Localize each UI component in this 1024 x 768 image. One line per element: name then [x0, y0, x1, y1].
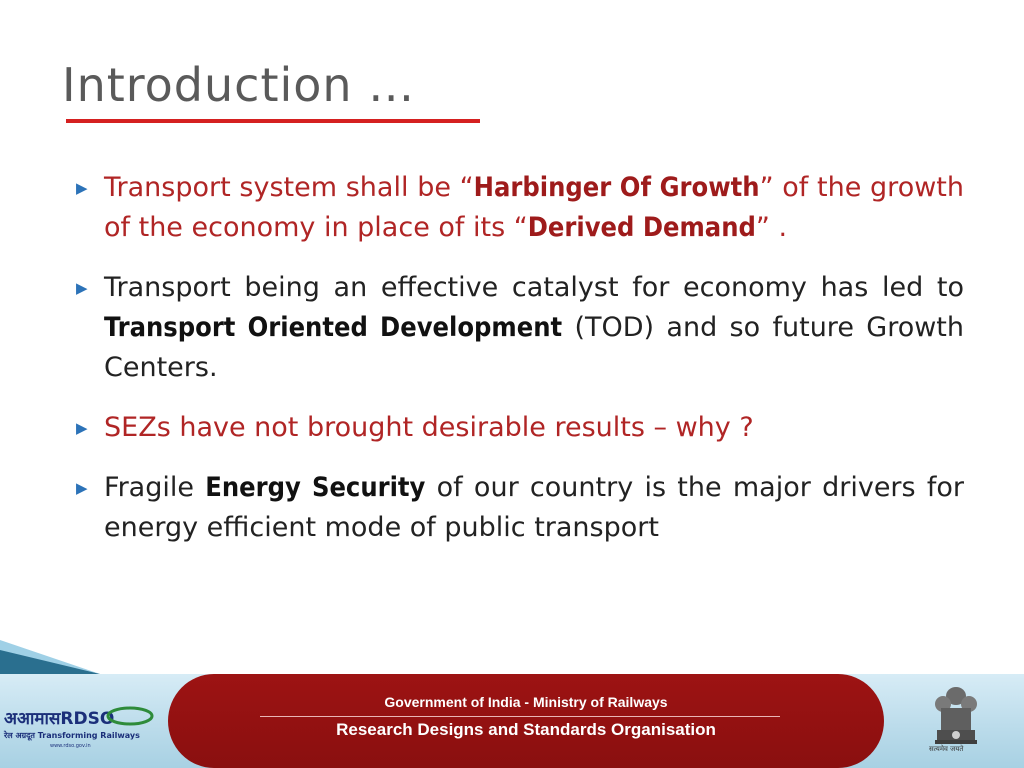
title-underline — [66, 119, 480, 123]
footer-banner — [0, 674, 1024, 768]
triangle-bullet-icon: ▶ — [76, 279, 88, 297]
bullet-text: of our country is the major drivers for energy efficient mode of public transport — [104, 472, 964, 543]
bullet-text: (TOD) and so future Growth Centers. — [104, 312, 965, 383]
bullet-list — [74, 168, 964, 568]
bullet-tod — [74, 268, 964, 388]
bullet-text: Transport being an effective catalyst for economy has led to — [104, 272, 964, 303]
triangle-bullet-icon: ▶ — [76, 179, 88, 197]
emblem-caption: सत्यमेव जयते — [929, 745, 964, 753]
emphasis-harbinger: Harbinger Of Growth — [473, 172, 760, 203]
bullet-sez — [74, 408, 964, 448]
bullet-text: ” of the growth of the economy in place of its “ — [104, 172, 964, 243]
logo-subtext: रेल अग्रदूत Transforming Railways — [4, 731, 140, 740]
slide-title: Introduction … — [62, 58, 416, 112]
organisation-name: Research Designs and Standards Organisation — [336, 720, 716, 739]
decorative-wedge — [0, 636, 100, 676]
triangle-bullet-icon: ▶ — [76, 419, 88, 437]
banner-divider — [260, 716, 780, 717]
ministry-name: Government of India - Ministry of Railways — [384, 694, 668, 710]
rdso-logo — [2, 694, 162, 754]
triangle-bullet-icon: ▶ — [76, 479, 88, 497]
ministry-banner — [168, 674, 884, 768]
logo-text: अआमासRDSO — [4, 709, 115, 729]
emphasis-derived-demand: Derived Demand — [527, 212, 756, 243]
bullet-text: Transport system shall be “ — [104, 172, 474, 203]
bullet-text: Fragile — [104, 472, 206, 503]
bullet-text: SEZs have not brought desirable results – why ? — [104, 412, 754, 443]
logo-url: www.rdso.gov.in — [50, 743, 91, 749]
bullet-harbinger — [74, 168, 964, 248]
emphasis-energy-security: Energy Security — [205, 472, 426, 503]
emphasis-tod: Transport Oriented Development — [104, 312, 563, 343]
bullet-energy — [74, 468, 964, 548]
bullet-text: ” . — [755, 212, 788, 243]
